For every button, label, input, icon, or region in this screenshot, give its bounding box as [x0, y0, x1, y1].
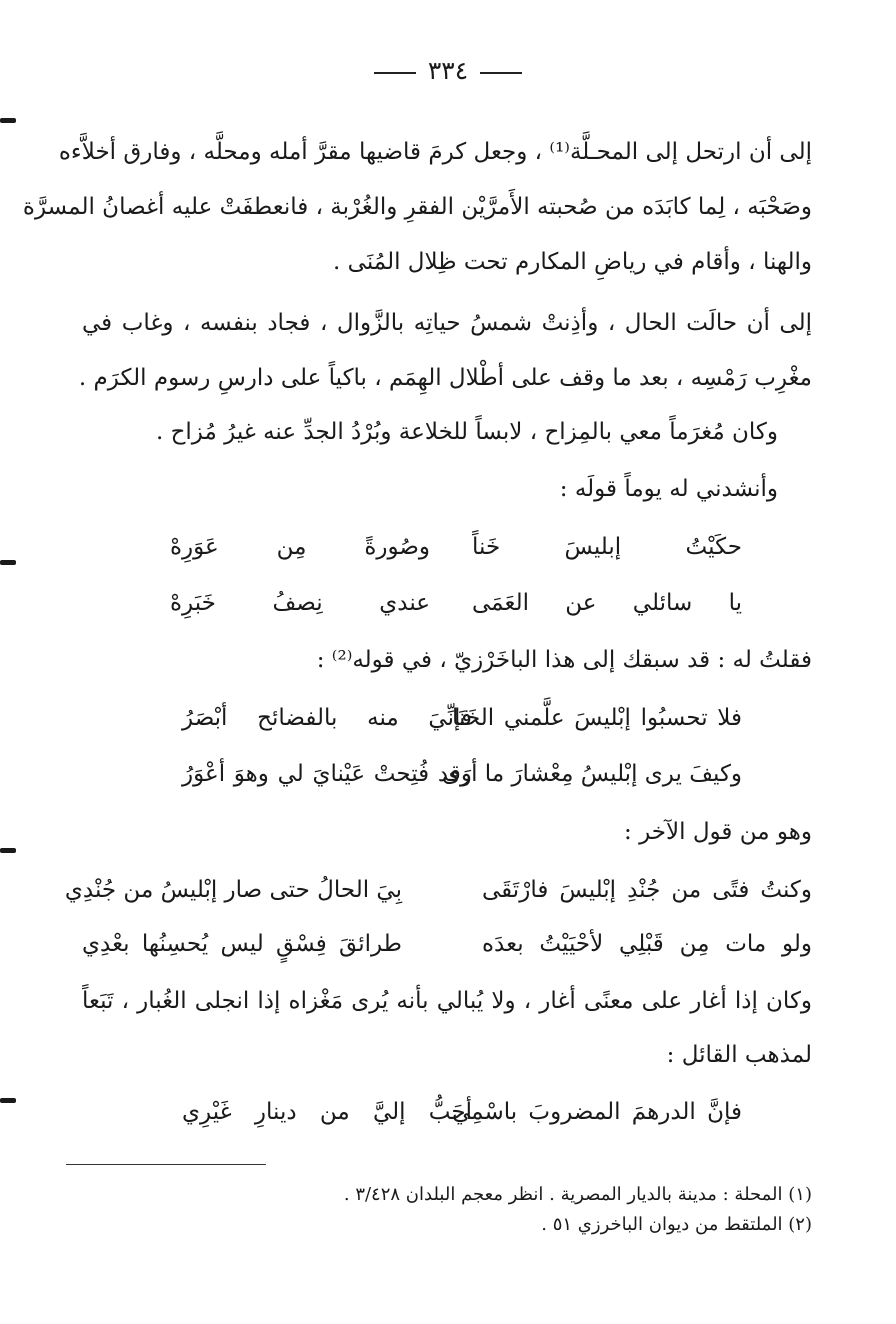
footnote: (١) المحلة : مدينة بالديار المصرية . انظر معجم البلدان ٣/٤٢٨ .	[343, 1184, 812, 1205]
verse-second-hemistich: طرائقَ فِسْقٍ ليس يُحسِنُها بعْدِي	[82, 931, 402, 957]
verse-first-hemistich: فلا تحسبُوا إبْليسَ علَّمني الخَنَا	[452, 705, 742, 731]
footnote-separator	[66, 1164, 266, 1165]
body-line: وكان مُغرَماً معي بالمِزاح ، لابساً للخلاعة وبُرْدُ الجدِّ عنه غيرُ مُزاح .	[155, 419, 778, 445]
body-line: إلى أن ارتحل إلى المحـلَّة⁽¹⁾ ، وجعل كرمَ قاضيها مقرَّ أمله ومحلَّه ، وفارق أخلاَّءه	[58, 139, 812, 165]
verse-first-hemistich: ولو مات مِن قَبْلِي لأحْيَيْتُ بعدَه	[482, 931, 812, 957]
body-line: لمذهب القائل :	[666, 1042, 812, 1068]
body-line: مغْرِب رَمْسِه ، بعد ما وقف على أطْلال الهِمَم ، باكياً على دارسِ رسوم الكرَم .	[78, 365, 812, 391]
body-line: والهنا ، وأقام في رياضِ المكارم تحت ظِلال المُنَى .	[333, 249, 812, 275]
dash-right	[480, 72, 522, 74]
footnote: (٢) الملتقط من ديوان الباخرزي ٥١ .	[541, 1214, 812, 1235]
verse-second-hemistich: وقد فُتِحتْ عَيْنايَ لي وهوَ أعْوَرُ	[182, 761, 472, 787]
dash-left	[374, 72, 416, 74]
intro-line: فقلتُ له : قد سبقك إلى هذا الباخَرْزيّ ، في قوله⁽²⁾ :	[316, 647, 812, 673]
verse-line	[82, 581, 812, 625]
body-line: وصَحْبَه ، لِما كابَدَه من صُحبته الأَمرَّيْن الفقرِ والغُرْبة ، فانعطفَتْ عليه أغصانُ المسرَّة	[22, 194, 812, 220]
scan-edge-mark	[0, 848, 16, 853]
scan-edge-mark	[0, 118, 16, 123]
verse-line	[82, 696, 812, 740]
verse-first-hemistich: وكيفَ يرى إبْليسُ مِعْشارَ ما أرَى	[442, 761, 742, 787]
verse-line	[82, 1090, 812, 1134]
verse-line	[82, 525, 812, 569]
scan-edge-mark	[0, 1098, 16, 1103]
verse-first-hemistich: يا سائلي عن العَمَى	[472, 590, 742, 616]
verse-first-hemistich: حكَيْتُ إبليسَ خَناً	[472, 534, 742, 560]
verse-second-hemistich: فإنِّيَ منه بالفضائح أبْصَرُ	[182, 705, 472, 731]
scan-edge-mark	[0, 560, 16, 565]
page-number: ٣٣٤	[0, 56, 896, 85]
body-line: وأنشدني له يوماً قولَه :	[559, 476, 778, 502]
intro-line: وهو من قول الآخر :	[624, 819, 812, 845]
body-line: وكان إذا أغار على معنًى أغار ، ولا يُبالي بأنه يُرى مَغْزاه إذا انجلى الغُبار ، تَبَعاً	[82, 988, 812, 1014]
verse-line	[64, 868, 812, 912]
body-line: إلى أن حالَت الحال ، وأذِنتْ شمسُ حياتِه بالزَّوال ، فجاد بنفسه ، وغاب في	[82, 310, 812, 336]
verse-second-hemistich: بِيَ الحالُ حتى صار إبْليسُ من جُنْدِي	[64, 877, 402, 903]
verse-second-hemistich: وصُورةً مِن عَوَرِهْ	[170, 534, 430, 560]
verse-second-hemistich: أحَبُّ إليَّ من دينارِ غَيْرِي	[182, 1099, 472, 1125]
verse-line	[82, 922, 812, 966]
verse-line	[82, 752, 812, 796]
verse-second-hemistich: عندي نِصفُ خَبَرِهْ	[170, 590, 430, 616]
verse-first-hemistich: وكنتُ فتًى من جُنْدِ إبْليسَ فارْتَقَى	[482, 877, 812, 903]
verse-first-hemistich: فإنَّ الدرهمَ المضروبَ باسْمِي	[452, 1099, 742, 1125]
